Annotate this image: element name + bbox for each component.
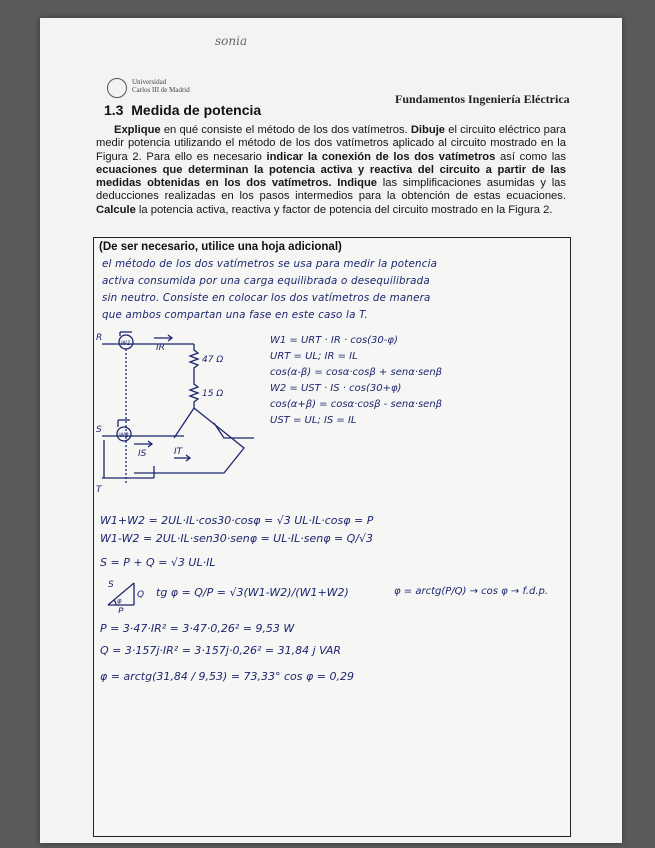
answer-box[interactable]: [93, 237, 571, 837]
resistor-1-label: 47 Ω: [202, 355, 224, 365]
handwritten-line: activa consumida por una carga equilibrada o desequilibrada: [102, 275, 430, 287]
triangle-q-label: Q: [137, 590, 145, 600]
derivation-line: S = P + Q = √3 UL·IL: [100, 556, 216, 569]
derivation-line: W1+W2 = 2UL·IL·cos30·cosφ = √3 UL·IL·cosφ = P: [100, 514, 374, 527]
circuit-equation: W1 = URT · IR · cos(30-φ): [270, 335, 398, 346]
prompt-bold: ecuaciones que determinan la potencia activa y reactiva del circuito a partir de las medidas obtenidas en los dos vatímetros. Indique: [96, 163, 566, 190]
circuit-equation: cos(α+β) = cosα·cosβ - senα·senβ: [270, 399, 443, 410]
answer-box-header: (De ser necesario, utilice una hoja adicional): [99, 241, 342, 253]
section-heading: [104, 102, 261, 118]
tangent-relation: tg φ = Q/P = √3(W1-W2)/(W1+W2): [156, 586, 349, 599]
course-title: Fundamentos Ingeniería Eléctrica: [395, 92, 570, 106]
university-logo-icon: [107, 78, 127, 98]
wattmeter-1-label: W1: [121, 340, 131, 347]
phase-s-label: S: [96, 425, 102, 435]
question-prompt: [96, 124, 566, 217]
current-ir-label: IR: [156, 343, 165, 353]
triangle-p-label: P: [118, 607, 124, 613]
phi-relation: φ = arctg(P/Q) → cos φ → f.d.p.: [394, 586, 549, 597]
result-reactive-power: Q = 3·157j·IR² = 3·157j·0,26² = 31,84 j VAR: [100, 644, 342, 657]
current-is-label: IS: [138, 449, 147, 459]
circuit-equation: W2 = UST · IS · cos(30+φ): [270, 383, 402, 394]
current-it-label: IT: [174, 447, 183, 457]
triangle-phi-label: φ: [117, 597, 122, 605]
circuit-equation: cos(α-β) = cosα·cosβ + senα·senβ: [270, 367, 443, 378]
circuit-equation: UST = UL; IS = IL: [270, 415, 357, 426]
prompt-bold: Dibuje: [410, 124, 446, 136]
section-number: 1.3: [104, 102, 124, 118]
prompt-text: el circuito eléctrico para medir potencia utilizando el método de los dos vatímetros aplicado al circuito mostrado en la Figura 2. Para ello es necesario: [96, 124, 566, 163]
result-phase-angle: φ = arctg(31,84 / 9,53) = 73,33°: [100, 670, 281, 683]
prompt-text: en qué consiste el método de los dos vatímetros.: [160, 124, 411, 136]
handwritten-line: que ambos compartan una fase en este caso la T.: [102, 309, 368, 321]
phase-r-label: R: [96, 333, 103, 343]
university-name: [132, 78, 190, 94]
circuit-equation: URT = UL; IR = IL: [270, 351, 358, 362]
result-power-factor: cos φ = 0,29: [284, 670, 354, 683]
prompt-bold: Explique: [114, 124, 161, 136]
derivation-line: W1-W2 = 2UL·IL·sen30·senφ = UL·IL·senφ = Q/√3: [100, 532, 374, 545]
prompt-bold: Calcule: [96, 203, 136, 216]
university-line-2: Carlos III de Madrid: [132, 86, 190, 94]
result-active-power: P = 3·47·IR² = 3·47·0,26² = 9,53 W: [100, 622, 295, 635]
resistor-2-label: 15 Ω: [202, 389, 224, 399]
university-line-1: Universidad: [132, 78, 167, 86]
wattmeter-circuit-diagram: [94, 328, 274, 518]
triangle-s-label: S: [108, 580, 114, 590]
prompt-text: la potencia activa, reactiva y factor de potencia del circuito mostrado en la Figura 2.: [135, 203, 553, 216]
phase-t-label: T: [96, 485, 102, 495]
handwritten-line: sin neutro. Consiste en colocar los dos vatímetros de manera: [102, 292, 431, 304]
prompt-text: las simplificaciones asumidas y las deducciones realizadas en los pasos intermedios para la obtención de estas ecuaciones.: [96, 177, 566, 203]
prompt-bold: indicar la conexión de los dos vatímetros: [266, 150, 496, 163]
power-triangle-diagram: [94, 573, 154, 613]
wattmeter-2-label: W2: [119, 432, 129, 439]
handwritten-line: el método de los dos vatímetros se usa para medir la potencia: [102, 258, 438, 270]
section-title: Medida de potencia: [131, 102, 262, 118]
prompt-text: así como las: [495, 150, 566, 163]
pencil-scribble: sonia: [215, 34, 248, 48]
